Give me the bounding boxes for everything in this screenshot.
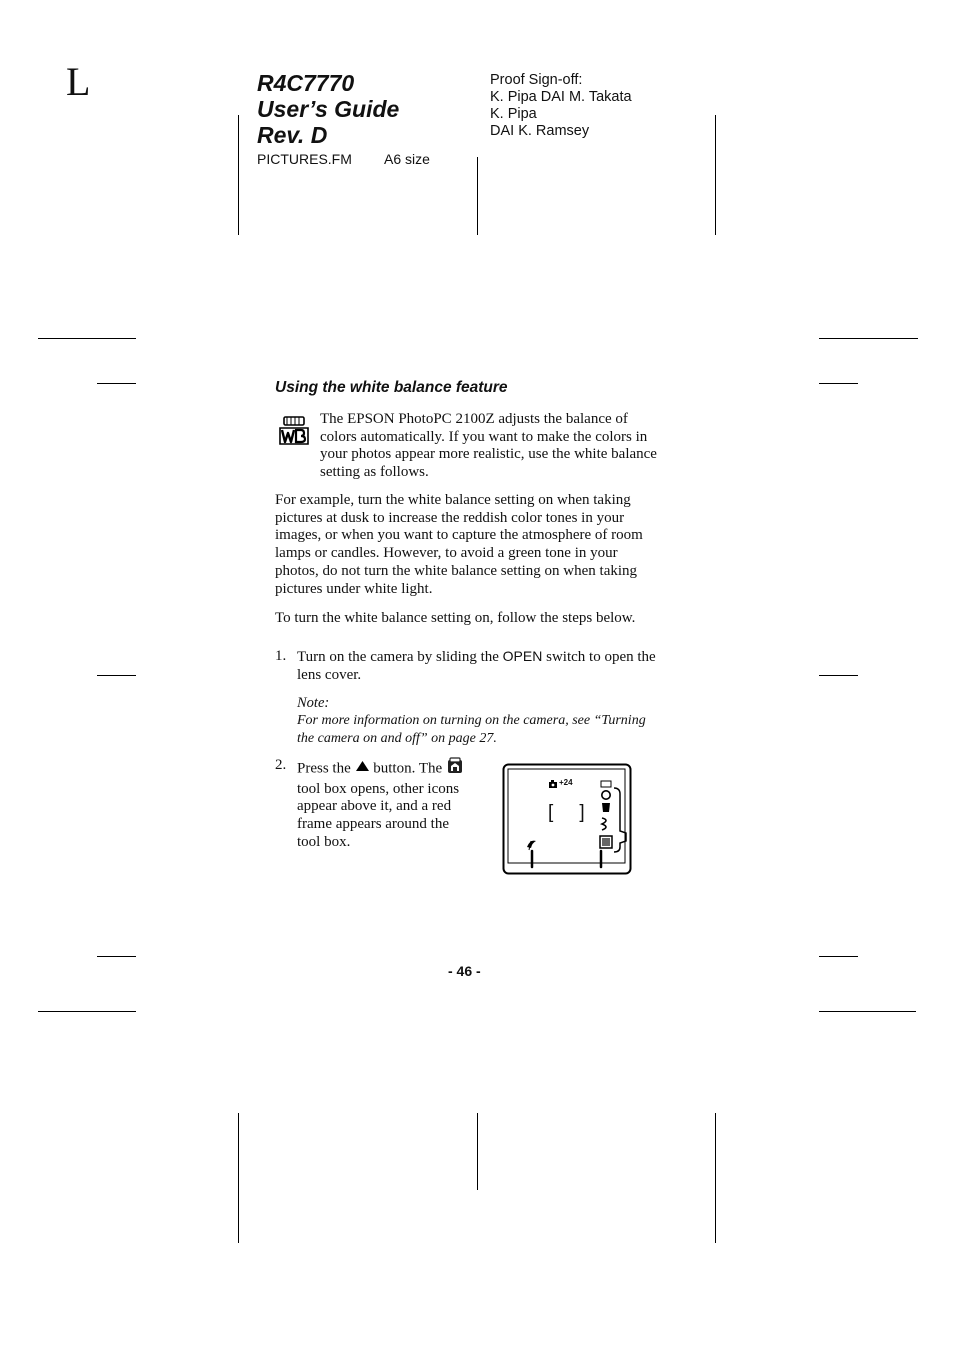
crop-mark [238,115,239,235]
step-text: Press the [297,760,351,777]
crop-mark [819,383,858,384]
wb-icon [277,414,311,453]
proof-line: Proof Sign-off: [490,72,583,88]
step-text: switch to open the lens cover. [297,649,656,683]
lcd-shot-counter: +24 [559,778,573,787]
crop-mark [819,956,858,957]
page-number: - 46 - [448,963,481,979]
toolbox-icon [446,757,464,781]
example-paragraph: For example, turn the white balance setting on when taking pictures at dusk to increase the reddish color tones in your images, or when you want to capture the atmosphere of room lamps or candles. However, to avoid a green tone in your photos, do not turn the white balance setting on when taking pictures under white light. [275,492,643,597]
crop-mark [819,675,858,676]
step-text: button. The [373,760,443,777]
crop-mark [97,383,136,384]
doc-title [257,70,399,148]
note-label: Note: [297,695,330,711]
crop-mark [38,338,136,339]
file-info [257,151,430,167]
crop-mark [715,115,716,235]
proof-signoff [490,72,632,140]
crop-mark [715,1113,716,1243]
crop-mark [97,675,136,676]
title-line: User’s Guide [257,96,400,122]
proof-line: K. Pipa [490,106,537,122]
note-text: For more information on turning on the camera, see “Turning the camera on and off” on page 27. [297,713,646,746]
step-1-text [297,648,665,684]
crop-mark [38,1011,136,1012]
lcd-illustration [502,763,634,882]
crop-mark [819,1011,916,1012]
intro-paragraph: The EPSON PhotoPC 2100Z adjusts the balance of colors automatically. If you want to make the colors in your photos appear more realistic, use the white balance setting as follows. [320,411,657,481]
step-text: Turn on the camera by sliding the [297,649,499,665]
up-arrow-icon [355,760,370,778]
crop-mark [477,157,478,235]
proof-line: DAI K. Ramsey [490,123,590,139]
title-line: R4C7770 [257,70,355,96]
crop-mark [97,956,136,957]
proof-line: K. Pipa DAI M. Takata [490,89,632,105]
step-number: 2. [275,757,287,773]
step-text: tool box opens, other icons appear above it, and a red frame appears around the tool box. [297,780,460,850]
crop-mark [238,1113,239,1243]
corner-letter: L [66,59,91,104]
step-2-text [297,757,475,852]
lead-in-paragraph: To turn the white balance setting on, follow the steps below. [275,610,636,626]
file-name: PICTURES.FM [257,151,352,167]
crop-mark [819,338,918,339]
lcd-focus-bracket: [ ] [548,802,586,823]
crop-mark [477,1113,478,1190]
step-number: 1. [275,648,287,664]
paper-size: A6 size [384,151,430,167]
title-line: Rev. D [257,122,328,148]
open-switch-label: OPEN [502,648,543,664]
section-heading: Using the white balance feature [275,379,508,396]
